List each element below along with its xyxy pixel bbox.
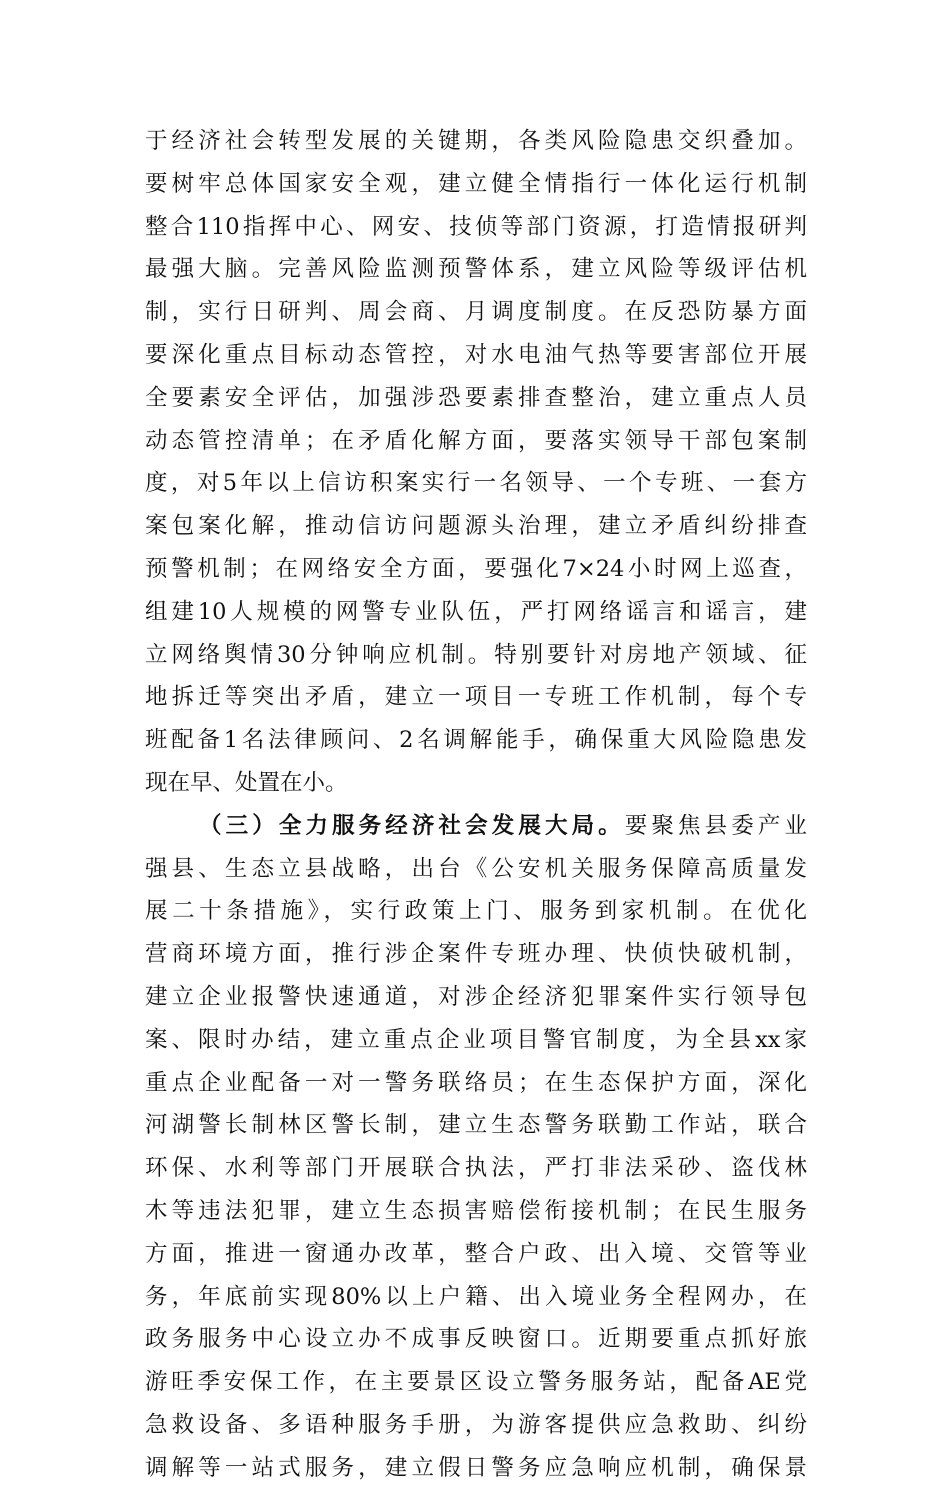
text-line: 务，年底前实现80%以上户籍、出入境业务全程网办，在: [145, 1283, 807, 1310]
text-line: 建立企业报警快速通道，对涉企经济犯罪案件实行领导包: [145, 983, 807, 1010]
text-line: 班配备1名法律顾问、2名调解能手，确保重大风险隐患发: [145, 727, 807, 754]
text-line: 案、限时办结，建立重点企业项目警官制度，为全县xx家: [145, 1026, 807, 1053]
text-line: 方面，推进一窗通办改革，整合户政、出入境、交管等业: [145, 1240, 807, 1267]
text-line: 重点企业配备一对一警务联络员；在生态保护方面，深化: [145, 1069, 807, 1096]
text-line: 木等违法犯罪，建立生态损害赔偿衔接机制；在民生服务: [145, 1197, 807, 1224]
text-line: 政务服务中心设立办不成事反映窗口。近期要重点抓好旅: [145, 1326, 807, 1353]
text-line: 急救设备、多语种服务手册，为游客提供应急救助、纠纷: [145, 1411, 807, 1438]
text-line: 整合110指挥中心、网安、技侦等部门资源，打造情报研判: [145, 213, 807, 240]
text-line: 地拆迁等突出矛盾，建立一项目一专班工作机制，每个专: [145, 684, 807, 711]
text-line: 调解等一站式服务，建立假日警务应急响应机制，确保景: [145, 1454, 807, 1481]
body-text: [145, 120, 807, 1490]
text-line: 组建10人规模的网警专业队伍，严打网络谣言和谣言，建: [145, 598, 807, 625]
text-line: 游旺季安保工作，在主要景区设立警务服务站，配备AE党: [145, 1369, 807, 1396]
text-line: 动态管控清单；在矛盾化解方面，要落实领导干部包案制: [145, 427, 807, 454]
text-line: 全要素安全评估，加强涉恐要素排查整治，建立重点人员: [145, 384, 807, 411]
text-line: 要深化重点目标动态管控，对水电油气热等要害部位开展: [145, 341, 807, 368]
text-line: 于经济社会转型发展的关键期，各类风险隐患交织叠加。: [145, 128, 807, 154]
section-first-line-text: 要聚焦县委产业: [624, 812, 807, 839]
section-first-line: [145, 805, 807, 848]
text-line: 案包案化解，推动信访问题源头治理，建立矛盾纠纷排查: [145, 513, 807, 540]
text-line: 现在早、处置在小。: [145, 769, 348, 796]
section-heading: （三）全力服务经济社会发展大局。: [199, 812, 625, 839]
text-line: 环保、水利等部门开展联合执法，严打非法采砂、盗伐林: [145, 1155, 807, 1182]
text-line: 度，对5年以上信访积案实行一名领导、一个专班、一套方: [145, 470, 807, 497]
text-line: 河湖警长制林区警长制，建立生态警务联勤工作站，联合: [145, 1112, 807, 1139]
text-line: 展二十条措施》，实行政策上门、服务到家机制。在优化: [145, 898, 807, 925]
text-line: 立网络舆情30分钟响应机制。特别要针对房地产领域、征: [145, 641, 807, 668]
text-line: 制，实行日研判、周会商、月调度制度。在反恐防暴方面: [145, 299, 807, 326]
text-line: 最强大脑。完善风险监测预警体系，建立风险等级评估机: [145, 256, 807, 283]
text-line: 预警机制；在网络安全方面，要强化7×24小时网上巡查，: [145, 555, 807, 582]
text-line: 营商环境方面，推行涉企案件专班办理、快侦快破机制，: [145, 941, 807, 968]
text-line: 要树牢总体国家安全观，建立健全情指行一体化运行机制: [145, 170, 807, 197]
text-line: 强县、生态立县战略，出台《公安机关服务保障高质量发: [145, 855, 807, 882]
